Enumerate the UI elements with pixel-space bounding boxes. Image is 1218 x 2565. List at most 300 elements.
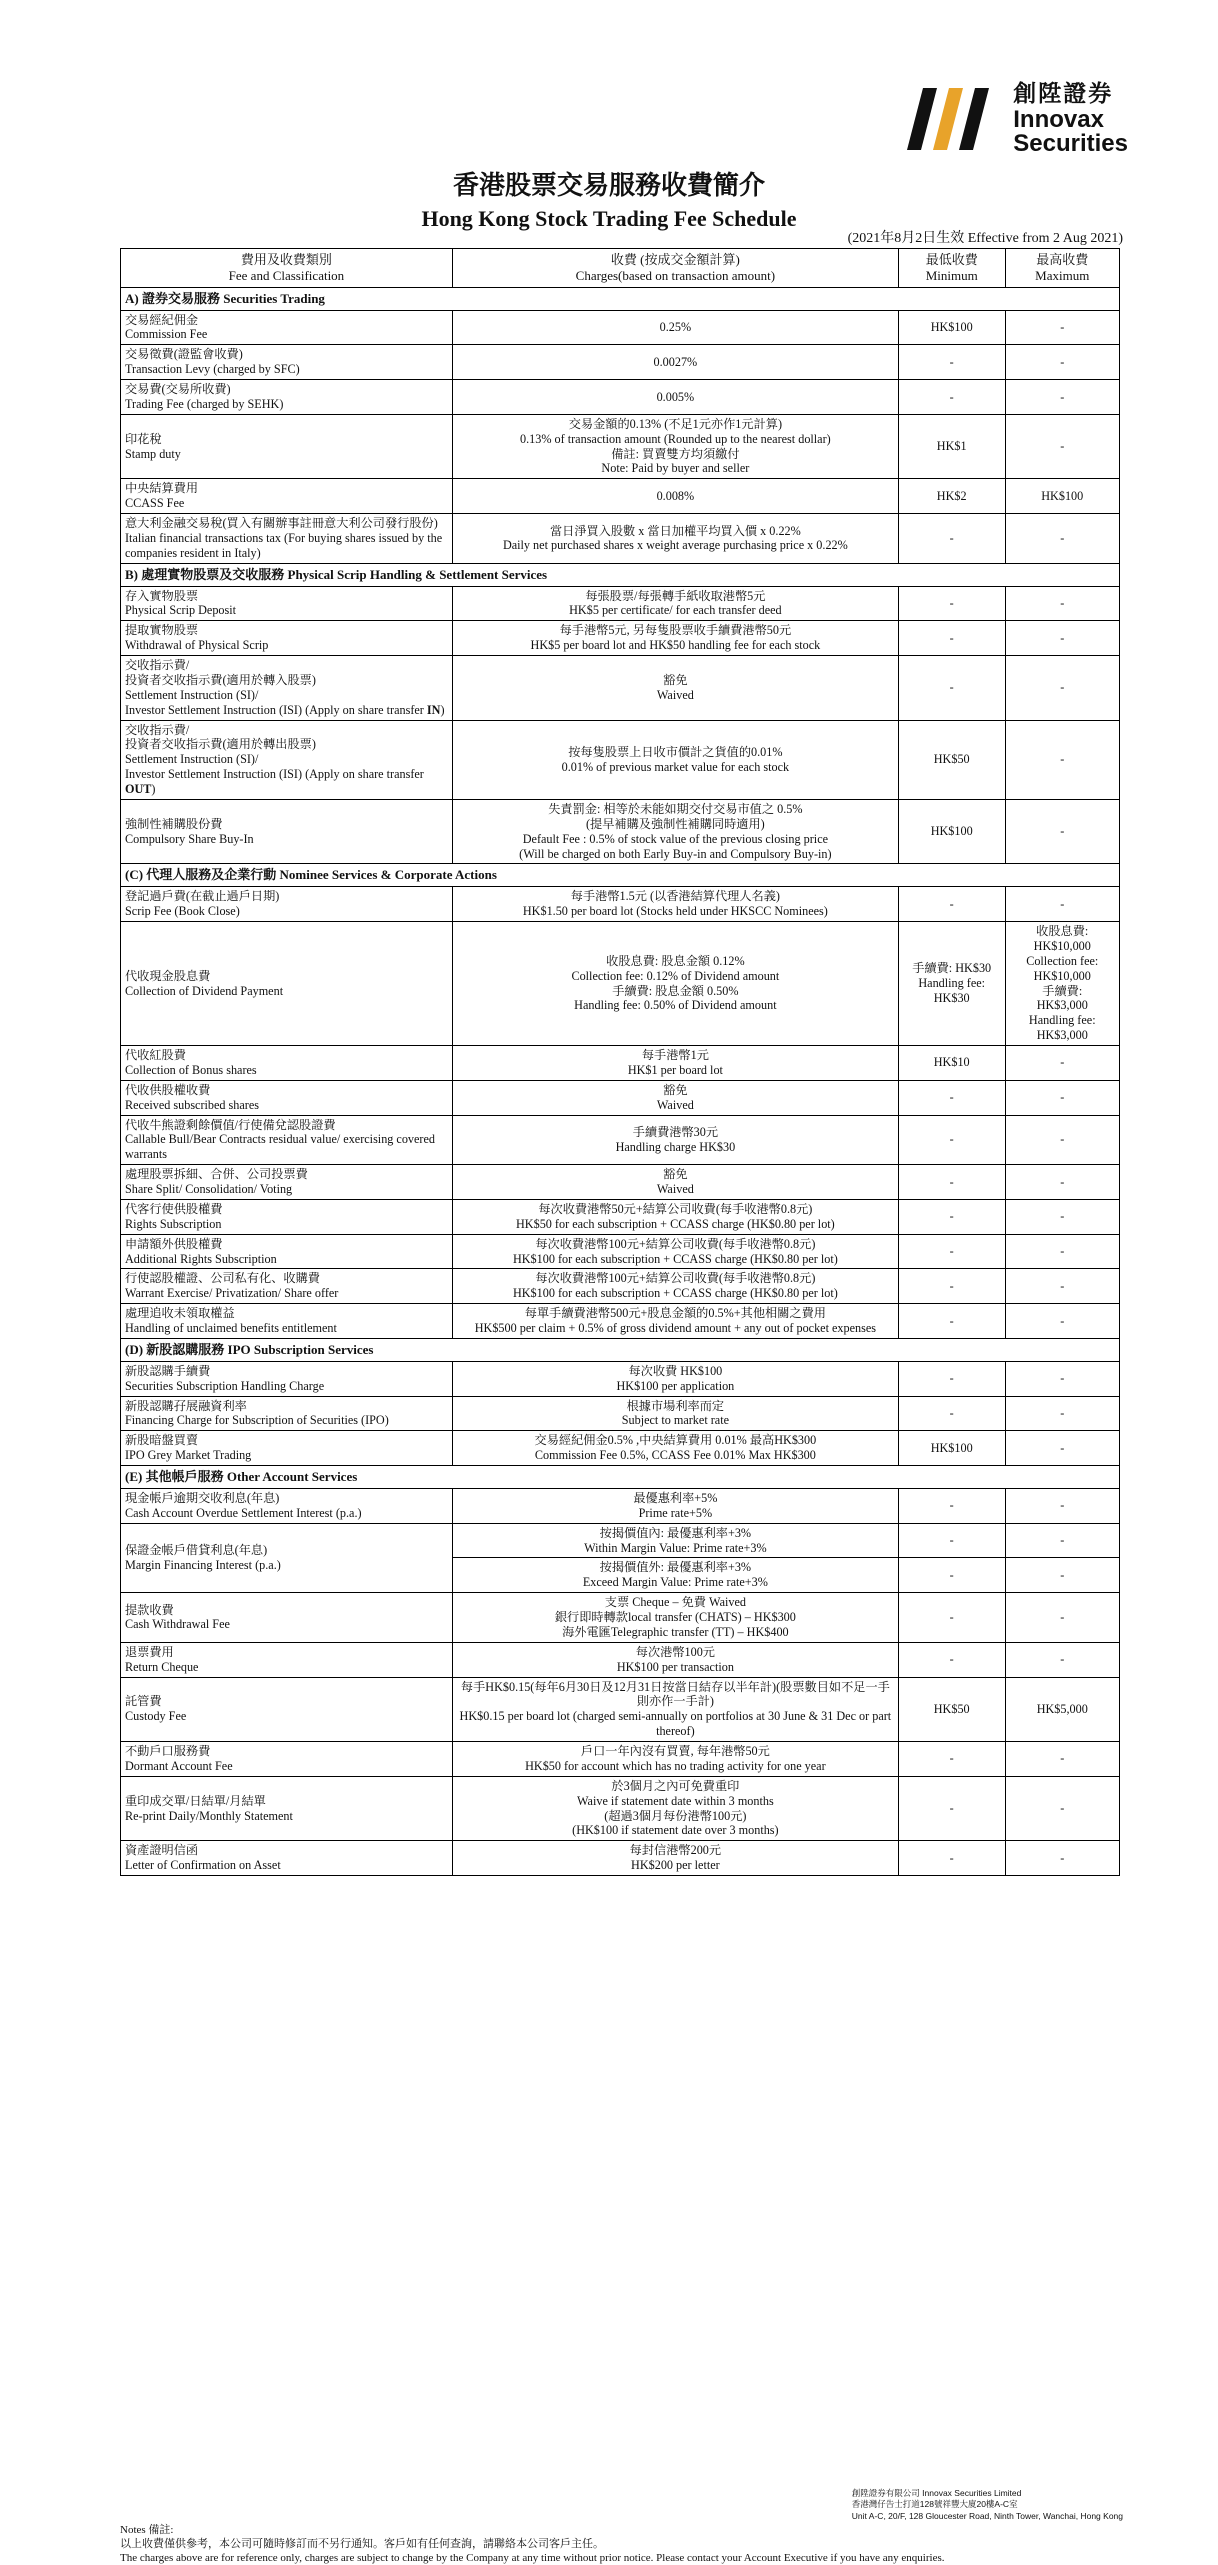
minimum-cell	[898, 380, 1005, 415]
minimum-value: HK$2	[937, 489, 967, 503]
title-chinese: 香港股票交易服務收費簡介	[0, 165, 1218, 202]
fee-label: CCASS Fee	[125, 496, 448, 511]
logo-english-name-1: Innovax	[1013, 108, 1128, 132]
fee-label: 新股暗盤買賣	[125, 1433, 448, 1448]
charge-text: 收股息費: 股息金額 0.12%	[457, 954, 894, 969]
charge-text: 0.01% of previous market value for each stock	[457, 760, 894, 775]
charge-cell	[452, 380, 898, 415]
fee-label: 提取實物股票	[125, 623, 448, 638]
charge-text: Handling fee: 0.50% of Dividend amount	[457, 998, 894, 1013]
fee-label: Settlement Instruction (SI)/	[125, 688, 448, 703]
fee-label: 交易費(交易所收費)	[125, 382, 448, 397]
fee-label: 代收供股權收費	[125, 1083, 448, 1098]
minimum-value: HK$50	[934, 1702, 970, 1716]
fee-label: 代客行使供股權費	[125, 1202, 448, 1217]
charge-text: Waived	[457, 688, 894, 703]
maximum-cell	[1005, 621, 1120, 656]
charge-text: (HK$100 if statement date over 3 months)	[457, 1823, 894, 1838]
table-row	[121, 656, 1120, 721]
maximum-cell	[1005, 1776, 1120, 1841]
maximum-value: -	[1060, 1090, 1064, 1104]
charge-cell	[452, 887, 898, 922]
maximum-cell	[1005, 1593, 1120, 1643]
title-english: Hong Kong Stock Trading Fee Schedule	[0, 206, 1218, 232]
charge-text: 每手港幣1.5元 (以香港結算代理人名義)	[457, 889, 894, 904]
fee-classification-cell	[121, 1199, 453, 1234]
charge-text: 豁免	[457, 1167, 894, 1182]
charge-cell	[452, 1165, 898, 1200]
minimum-cell	[898, 1642, 1005, 1677]
maximum-value: HK$10,000	[1010, 939, 1116, 954]
maximum-cell	[1005, 1396, 1120, 1431]
maximum-cell	[1005, 1080, 1120, 1115]
table-row	[121, 586, 1120, 621]
charge-text: 銀行即時轉款local transfer (CHATS) – HK$300	[457, 1610, 894, 1625]
maximum-cell	[1005, 1304, 1120, 1339]
fee-classification-cell	[121, 514, 453, 564]
charge-text: 每單手續費港幣500元+股息金額的0.5%+其他相關之費用	[457, 1306, 894, 1321]
maximum-value: -	[1060, 1568, 1064, 1582]
fee-label: 提款收費	[125, 1603, 448, 1618]
fee-classification-cell	[121, 720, 453, 799]
maximum-cell	[1005, 514, 1120, 564]
charge-text: 戶口一年內沒有買賣, 每年港幣50元	[457, 1744, 894, 1759]
charge-text: Exceed Margin Value: Prime rate+3%	[457, 1575, 894, 1590]
maximum-value: -	[1060, 1801, 1064, 1815]
maximum-value: -	[1060, 355, 1064, 369]
minimum-cell	[898, 1396, 1005, 1431]
table-row	[121, 1199, 1120, 1234]
maximum-value: -	[1060, 320, 1064, 334]
maximum-value: -	[1060, 439, 1064, 453]
fee-label: 處理股票拆細、合併、公司投票費	[125, 1167, 448, 1182]
maximum-value: -	[1060, 897, 1064, 911]
minimum-cell	[898, 720, 1005, 799]
section-header-row	[121, 864, 1120, 887]
charge-cell	[452, 1742, 898, 1777]
table-row	[121, 1304, 1120, 1339]
minimum-value: -	[950, 531, 954, 545]
minimum-cell	[898, 1742, 1005, 1777]
fee-classification-cell	[121, 380, 453, 415]
table-row	[121, 1269, 1120, 1304]
charge-text: Waive if statement date within 3 months	[457, 1794, 894, 1809]
fee-label: Securities Subscription Handling Charge	[125, 1379, 448, 1394]
header-minimum-cn: 最低收費	[903, 252, 1001, 268]
charge-cell	[452, 1776, 898, 1841]
minimum-cell	[898, 479, 1005, 514]
charge-text: 0.0027%	[457, 355, 894, 370]
maximum-value: HK$10,000	[1010, 969, 1116, 984]
charge-text: HK$100 for each subscription + CCASS charge (HK$0.80 per lot)	[457, 1286, 894, 1301]
fee-label: 退票費用	[125, 1645, 448, 1660]
minimum-cell	[898, 1523, 1005, 1558]
fee-classification-cell	[121, 586, 453, 621]
maximum-value: -	[1060, 1751, 1064, 1765]
section-header-row	[121, 287, 1120, 310]
charge-text: 最優惠利率+5%	[457, 1491, 894, 1506]
maximum-value: -	[1060, 1055, 1064, 1069]
fee-classification-cell	[121, 621, 453, 656]
header-minimum-en: Minimum	[903, 268, 1001, 284]
minimum-cell	[898, 1304, 1005, 1339]
charge-cell	[452, 1642, 898, 1677]
table-row	[121, 310, 1120, 345]
maximum-value: -	[1060, 824, 1064, 838]
charge-cell	[452, 514, 898, 564]
minimum-value: -	[950, 631, 954, 645]
maximum-value: Handling fee:	[1010, 1013, 1116, 1028]
maximum-cell	[1005, 1165, 1120, 1200]
table-row	[121, 1115, 1120, 1165]
charge-cell	[452, 1269, 898, 1304]
minimum-value: HK$1	[937, 439, 967, 453]
section-header-row	[121, 1466, 1120, 1489]
maximum-cell	[1005, 1361, 1120, 1396]
minimum-value: -	[950, 355, 954, 369]
minimum-cell	[898, 1115, 1005, 1165]
minimum-value: -	[950, 596, 954, 610]
fee-label: Investor Settlement Instruction (ISI) (Apply on share transfer OUT)	[125, 767, 448, 797]
charge-text: 0.13% of transaction amount (Rounded up to the nearest dollar)	[457, 432, 894, 447]
charge-cell	[452, 1523, 898, 1558]
fee-label: Rights Subscription	[125, 1217, 448, 1232]
minimum-cell	[898, 414, 1005, 479]
fee-classification-cell	[121, 1776, 453, 1841]
charge-text: 按揭價值內: 最優惠利率+3%	[457, 1526, 894, 1541]
footer-line-3: Unit A-C, 20/F, 128 Gloucester Road, Ninth Tower, Wanchai, Hong Kong	[852, 2511, 1123, 2522]
maximum-cell	[1005, 479, 1120, 514]
section-header-row	[121, 1338, 1120, 1361]
header-fee-en: Fee and Classification	[125, 268, 448, 284]
section-title: (D) 新股認購服務 IPO Subscription Services	[121, 1338, 1120, 1361]
fee-label: IPO Grey Market Trading	[125, 1448, 448, 1463]
charge-cell	[452, 1115, 898, 1165]
minimum-value: HK$10	[934, 1055, 970, 1069]
maximum-cell	[1005, 1642, 1120, 1677]
header-maximum-en: Maximum	[1010, 268, 1116, 284]
charge-text: 0.25%	[457, 320, 894, 335]
maximum-cell	[1005, 1269, 1120, 1304]
fee-classification-cell	[121, 1361, 453, 1396]
header-charges-cn: 收費 (按成交金額計算)	[457, 252, 894, 268]
minimum-value: -	[950, 680, 954, 694]
fee-label: Collection of Bonus shares	[125, 1063, 448, 1078]
charge-text: 每封信港幣200元	[457, 1843, 894, 1858]
minimum-value: HK$50	[934, 752, 970, 766]
maximum-value: -	[1060, 680, 1064, 694]
fee-classification-cell	[121, 1742, 453, 1777]
fee-label: 新股認購手續費	[125, 1364, 448, 1379]
charge-text: Waived	[457, 1098, 894, 1113]
charge-text: HK$1 per board lot	[457, 1063, 894, 1078]
charge-text: 根據市場利率而定	[457, 1399, 894, 1414]
fee-label: Warrant Exercise/ Privatization/ Share offer	[125, 1286, 448, 1301]
maximum-value: -	[1060, 1371, 1064, 1385]
fee-label: Received subscribed shares	[125, 1098, 448, 1113]
table-row	[121, 1234, 1120, 1269]
charge-cell	[452, 345, 898, 380]
charge-text: 手續費: 股息金額 0.50%	[457, 984, 894, 999]
charge-text: 支票 Cheque – 免費 Waived	[457, 1595, 894, 1610]
minimum-cell	[898, 586, 1005, 621]
fee-classification-cell	[121, 1269, 453, 1304]
charge-text: Default Fee : 0.5% of stock value of the previous closing price	[457, 832, 894, 847]
minimum-cell	[898, 1234, 1005, 1269]
minimum-value: HK$100	[931, 1441, 973, 1455]
fee-label: 託管費	[125, 1694, 448, 1709]
minimum-value: Handling fee: HK$30	[903, 976, 1001, 1006]
charge-text: HK$5 per certificate/ for each transfer deed	[457, 603, 894, 618]
charge-text: 當日淨買入股數 x 當日加權平均買入價 x 0.22%	[457, 524, 894, 539]
minimum-value: -	[950, 1090, 954, 1104]
minimum-cell	[898, 1269, 1005, 1304]
fee-label: 中央結算費用	[125, 481, 448, 496]
maximum-cell	[1005, 656, 1120, 721]
charge-cell	[452, 720, 898, 799]
minimum-cell	[898, 1558, 1005, 1593]
minimum-cell	[898, 1677, 1005, 1742]
charge-text: (提早補購及強制性補購同時適用)	[457, 817, 894, 832]
table-row	[121, 621, 1120, 656]
fee-classification-cell	[121, 1165, 453, 1200]
charge-cell	[452, 414, 898, 479]
fee-label: 不動戶口服務費	[125, 1744, 448, 1759]
fee-label: 資產證明信函	[125, 1843, 448, 1858]
minimum-value: -	[950, 1610, 954, 1624]
charge-cell	[452, 922, 898, 1046]
maximum-cell	[1005, 887, 1120, 922]
fee-label: Trading Fee (charged by SEHK)	[125, 397, 448, 412]
fee-label: 代收紅股費	[125, 1048, 448, 1063]
fee-label: Handling of unclaimed benefits entitlement	[125, 1321, 448, 1336]
maximum-cell	[1005, 799, 1120, 864]
fee-label: 交易徵費(證監會收費)	[125, 347, 448, 362]
charge-text: 0.008%	[457, 489, 894, 504]
fee-classification-cell	[121, 1080, 453, 1115]
fee-label: Return Cheque	[125, 1660, 448, 1675]
charge-text: 於3個月之內可免費重印	[457, 1779, 894, 1794]
minimum-cell	[898, 922, 1005, 1046]
maximum-cell	[1005, 1488, 1120, 1523]
fee-classification-cell	[121, 1396, 453, 1431]
company-logo	[889, 82, 1128, 156]
fee-classification-cell	[121, 1488, 453, 1523]
maximum-cell	[1005, 380, 1120, 415]
section-title: A) 證券交易服務 Securities Trading	[121, 287, 1120, 310]
fee-classification-cell	[121, 799, 453, 864]
fee-label: Margin Financing Interest (p.a.)	[125, 1558, 448, 1573]
charge-text: 0.005%	[457, 390, 894, 405]
minimum-cell	[898, 799, 1005, 864]
fee-classification-cell	[121, 345, 453, 380]
charge-text: Commission Fee 0.5%, CCASS Fee 0.01% Max HK$300	[457, 1448, 894, 1463]
charge-text: HK$0.15 per board lot (charged semi-annually on portfolios at 30 June & 31 Dec or part thereof)	[457, 1709, 894, 1739]
maximum-value: -	[1060, 1244, 1064, 1258]
maximum-cell	[1005, 1558, 1120, 1593]
minimum-cell	[898, 1776, 1005, 1841]
fee-label: Share Split/ Consolidation/ Voting	[125, 1182, 448, 1197]
charge-cell	[452, 479, 898, 514]
fee-classification-cell	[121, 1234, 453, 1269]
maximum-value: -	[1060, 1406, 1064, 1420]
charge-text: 每次收費港幣50元+結算公司收費(每手收港幣0.8元)	[457, 1202, 894, 1217]
charge-text: HK$100 per application	[457, 1379, 894, 1394]
minimum-cell	[898, 1046, 1005, 1081]
fee-label: Transaction Levy (charged by SFC)	[125, 362, 448, 377]
fee-classification-cell	[121, 1677, 453, 1742]
fee-label: Callable Bull/Bear Contracts residual value/ exercising covered warrants	[125, 1132, 448, 1162]
fee-label: Italian financial transactions tax (For buying shares issued by the companies resident in Italy)	[125, 531, 448, 561]
charge-text: HK$500 per claim + 0.5% of gross dividend amount + any out of pocket expenses	[457, 1321, 894, 1336]
company-address-footer	[852, 2488, 1123, 2522]
maximum-cell	[1005, 1234, 1120, 1269]
fee-schedule-table	[120, 248, 1120, 1876]
table-row	[121, 887, 1120, 922]
minimum-value: -	[950, 1568, 954, 1582]
table-row	[121, 799, 1120, 864]
fee-classification-cell	[121, 1304, 453, 1339]
table-row	[121, 1677, 1120, 1742]
notes-block	[120, 2524, 1120, 2565]
charge-cell	[452, 586, 898, 621]
maximum-cell	[1005, 1742, 1120, 1777]
fee-label: 印花稅	[125, 432, 448, 447]
charge-text: Note: Paid by buyer and seller	[457, 461, 894, 476]
maximum-value: 手續費:	[1010, 984, 1116, 999]
table-header-row	[121, 249, 1120, 288]
fee-label: 申請額外供股權費	[125, 1237, 448, 1252]
charge-cell	[452, 656, 898, 721]
fee-classification-cell	[121, 310, 453, 345]
fee-classification-cell	[121, 1431, 453, 1466]
maximum-value: -	[1060, 531, 1064, 545]
maximum-cell	[1005, 586, 1120, 621]
minimum-cell	[898, 656, 1005, 721]
charge-text: 交易金額的0.13% (不足1元亦作1元計算)	[457, 417, 894, 432]
minimum-cell	[898, 1841, 1005, 1876]
charge-text: HK$5 per board lot and HK$50 handling fee for each stock	[457, 638, 894, 653]
charge-cell	[452, 1488, 898, 1523]
minimum-value: -	[950, 1209, 954, 1223]
charge-text: (超過3個月每份港幣100元)	[457, 1809, 894, 1824]
fee-label: Settlement Instruction (SI)/	[125, 752, 448, 767]
section-title: (E) 其他帳戶服務 Other Account Services	[121, 1466, 1120, 1489]
charge-text: 每次收費港幣100元+結算公司收費(每手收港幣0.8元)	[457, 1237, 894, 1252]
charge-text: HK$50 for each subscription + CCASS charge (HK$0.80 per lot)	[457, 1217, 894, 1232]
fee-label: Cash Account Overdue Settlement Interest (p.a.)	[125, 1506, 448, 1521]
charge-cell	[452, 1431, 898, 1466]
minimum-value: -	[950, 1279, 954, 1293]
maximum-value: HK$3,000	[1010, 998, 1116, 1013]
minimum-cell	[898, 1431, 1005, 1466]
charge-text: 失責罰金: 相等於未能如期交付交易市值之 0.5%	[457, 802, 894, 817]
fee-classification-cell	[121, 1115, 453, 1165]
charge-text: HK$50 for account which has no trading activity for one year	[457, 1759, 894, 1774]
table-row	[121, 1642, 1120, 1677]
maximum-value: -	[1060, 596, 1064, 610]
table-row	[121, 414, 1120, 479]
maximum-value: -	[1060, 1610, 1064, 1624]
charge-text: 豁免	[457, 673, 894, 688]
maximum-cell	[1005, 1431, 1120, 1466]
fee-label: Financing Charge for Subscription of Securities (IPO)	[125, 1413, 448, 1428]
charge-cell	[452, 1593, 898, 1643]
charge-cell	[452, 621, 898, 656]
charge-text: Prime rate+5%	[457, 1506, 894, 1521]
maximum-cell	[1005, 1115, 1120, 1165]
table-row	[121, 1523, 1120, 1558]
minimum-value: HK$100	[931, 320, 973, 334]
logo-mark-icon	[889, 88, 999, 150]
maximum-value: -	[1060, 1441, 1064, 1455]
minimum-value: -	[950, 1132, 954, 1146]
fee-label: 登記過戶費(在截止過戶日期)	[125, 889, 448, 904]
fee-classification-cell	[121, 1841, 453, 1876]
maximum-value: -	[1060, 1175, 1064, 1189]
table-row	[121, 1431, 1120, 1466]
fee-classification-cell	[121, 1642, 453, 1677]
minimum-value: -	[950, 1175, 954, 1189]
minimum-value: -	[950, 1314, 954, 1328]
fee-label: Stamp duty	[125, 447, 448, 462]
maximum-value: 收股息費:	[1010, 924, 1116, 939]
minimum-cell	[898, 1199, 1005, 1234]
header-maximum-cn: 最高收費	[1010, 252, 1116, 268]
charge-text: 每手港幣5元, 另每隻股票收手續費港幣50元	[457, 623, 894, 638]
fee-label: Additional Rights Subscription	[125, 1252, 448, 1267]
table-row	[121, 479, 1120, 514]
charge-cell	[452, 1841, 898, 1876]
maximum-cell	[1005, 1677, 1120, 1742]
charge-text: 海外電匯Telegraphic transfer (TT) – HK$400	[457, 1625, 894, 1640]
effective-date: (2021年8月2日生效 Effective from 2 Aug 2021)	[848, 227, 1123, 247]
maximum-cell	[1005, 1199, 1120, 1234]
minimum-cell	[898, 621, 1005, 656]
charge-text: Waived	[457, 1182, 894, 1197]
charge-text: Handling charge HK$30	[457, 1140, 894, 1155]
charge-text: 按揭價值外: 最優惠利率+3%	[457, 1560, 894, 1575]
minimum-value: -	[950, 1406, 954, 1420]
charge-text: 豁免	[457, 1083, 894, 1098]
notes-english: The charges above are for reference only, charges are subject to change by the Company at any time without prior notice. Please contact your Account Executive if you have any enquiries.	[120, 2552, 1120, 2565]
charge-text: (Will be charged on both Early Buy-in and Compulsory Buy-in)	[457, 847, 894, 862]
header-charges-en: Charges(based on transaction amount)	[457, 268, 894, 284]
minimum-value: 手續費: HK$30	[903, 961, 1001, 976]
charge-cell	[452, 1080, 898, 1115]
maximum-value: -	[1060, 1279, 1064, 1293]
charge-text: Daily net purchased shares x weight average purchasing price x 0.22%	[457, 538, 894, 553]
charge-cell	[452, 1396, 898, 1431]
minimum-cell	[898, 1488, 1005, 1523]
maximum-cell	[1005, 922, 1120, 1046]
notes-chinese: 以上收費僅供參考，本公司可隨時修訂而不另行通知。客戶如有任何查詢，請聯絡本公司客戶主任。	[120, 2538, 1120, 2552]
minimum-cell	[898, 310, 1005, 345]
maximum-cell	[1005, 1841, 1120, 1876]
fee-label: Commission Fee	[125, 327, 448, 342]
fee-label: 重印成交單/日結單/月結單	[125, 1794, 448, 1809]
fee-label: 保證金帳戶借貸利息(年息)	[125, 1543, 448, 1558]
table-row	[121, 514, 1120, 564]
fee-classification-cell	[121, 414, 453, 479]
document-title-block	[0, 165, 1218, 232]
table-row	[121, 1742, 1120, 1777]
charge-text: 每次收費港幣100元+結算公司收費(每手收港幣0.8元)	[457, 1271, 894, 1286]
minimum-value: -	[950, 1652, 954, 1666]
fee-label: 交收指示費/	[125, 723, 448, 738]
charge-cell	[452, 1199, 898, 1234]
charge-text: Within Margin Value: Prime rate+3%	[457, 1541, 894, 1556]
